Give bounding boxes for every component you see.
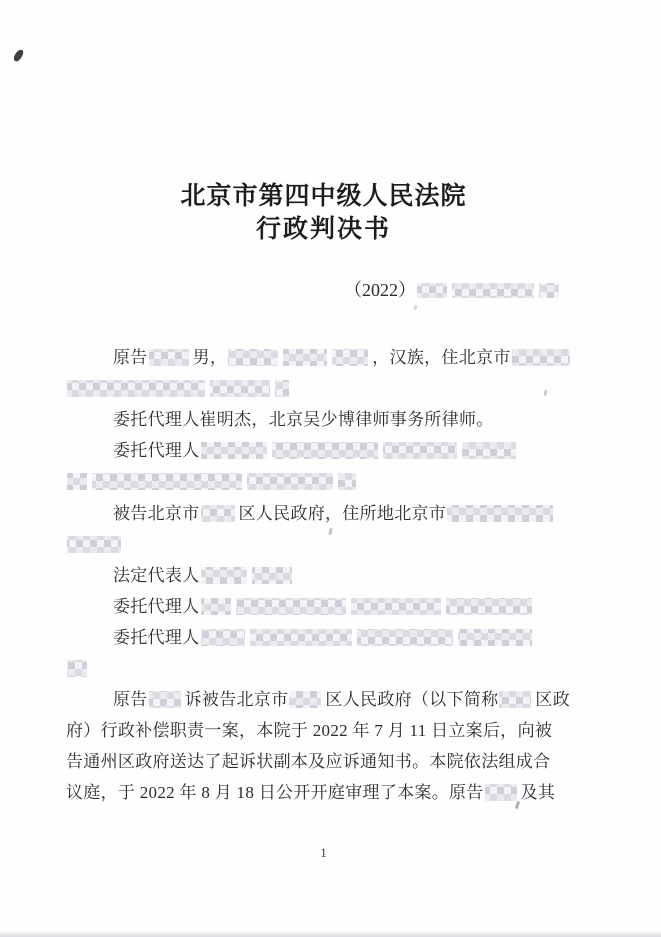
redaction-block [417, 283, 447, 298]
redaction-block [201, 442, 267, 459]
line-text: 原告 [113, 690, 148, 709]
redaction-block [462, 442, 516, 459]
court-name-title: 北京市第四中级人民法院 [180, 183, 467, 210]
redaction-block [252, 567, 292, 584]
text-line [113, 595, 536, 619]
redaction-block [67, 536, 121, 553]
line-text: 府）行政补偿职责一案，本院于 2022 年 7 月 11 日立案后，向被 [66, 721, 553, 740]
line-text: 区人民政府（以下简称 [325, 690, 499, 709]
redaction-block [452, 283, 534, 298]
redaction-block [228, 349, 278, 366]
redaction-block [512, 349, 570, 366]
ink-speck [12, 48, 24, 63]
text-line [113, 346, 574, 370]
text-line [66, 750, 550, 774]
line-text: 议庭，于 2022 年 8 月 18 日公开开庭审理了本案。原告 [66, 783, 484, 802]
redaction-block [357, 629, 453, 646]
redaction-block [383, 442, 457, 459]
scanner-edge-shadow [0, 932, 661, 937]
redaction-block [539, 283, 559, 298]
redaction-block [338, 473, 356, 490]
line-text: 区政 [535, 690, 571, 709]
line-text: 区人民政府，住所地北京市 [238, 504, 447, 523]
scan-mark [543, 390, 547, 396]
text-line [113, 502, 557, 526]
redaction-block [210, 380, 270, 397]
redaction-block [67, 380, 205, 397]
redaction-block [67, 473, 87, 490]
line-text: 委托代理人 [113, 628, 200, 647]
redaction-block [272, 442, 378, 459]
text-line [113, 688, 570, 712]
line-text: 法定代表人 [113, 566, 200, 585]
redaction-block [283, 349, 327, 366]
case-number-line [344, 276, 563, 302]
text-line [66, 719, 552, 743]
redaction-block [149, 691, 181, 708]
line-text: 委托代理人崔明杰，北京吴少博律师事务所律师。 [113, 410, 494, 429]
redaction-block [499, 691, 531, 708]
case-number-prefix: （2022） [344, 280, 416, 300]
line-text: 原告 [113, 348, 148, 367]
document-type-title: 行政判决书 [255, 216, 391, 243]
line-text: 告通州区政府送达了起诉状副本及应诉通知书。本院依法组成合 [66, 752, 551, 771]
text-line [66, 781, 555, 805]
redaction-block [92, 473, 242, 490]
redaction-block [447, 505, 553, 522]
redaction-block [201, 567, 247, 584]
redaction-block [201, 505, 235, 522]
redaction-block [485, 784, 517, 801]
redaction-block [236, 598, 346, 615]
redaction-block [332, 349, 368, 366]
redaction-block [289, 691, 321, 708]
scan-mark [515, 801, 520, 810]
page-number: 1 [320, 845, 327, 860]
redaction-block [446, 598, 532, 615]
text-line [66, 377, 293, 401]
line-text: 委托代理人 [113, 597, 200, 616]
redaction-block [149, 349, 189, 366]
text-line [113, 564, 296, 588]
redaction-block [201, 598, 231, 615]
text-line [113, 408, 494, 432]
redaction-block [201, 629, 245, 646]
redaction-block [247, 473, 333, 490]
line-text: 被告北京市 [113, 504, 200, 523]
text-line [113, 439, 520, 463]
line-text: 委托代理人 [113, 441, 200, 460]
text-line [66, 470, 360, 494]
line-text: 诉被告北京市 [184, 690, 289, 709]
line-text: 男， [192, 348, 228, 367]
redaction-block [275, 380, 289, 397]
scan-mark [328, 528, 333, 536]
redaction-block [250, 629, 352, 646]
redaction-block [351, 598, 441, 615]
redaction-block [458, 629, 532, 646]
line-text: 及其 [520, 783, 556, 802]
text-line [113, 626, 536, 650]
line-text: ，汉族，住北京市 [372, 348, 511, 367]
text-line [66, 657, 91, 681]
scan-mark [413, 305, 418, 311]
redaction-block [67, 660, 87, 677]
text-line [66, 533, 125, 557]
